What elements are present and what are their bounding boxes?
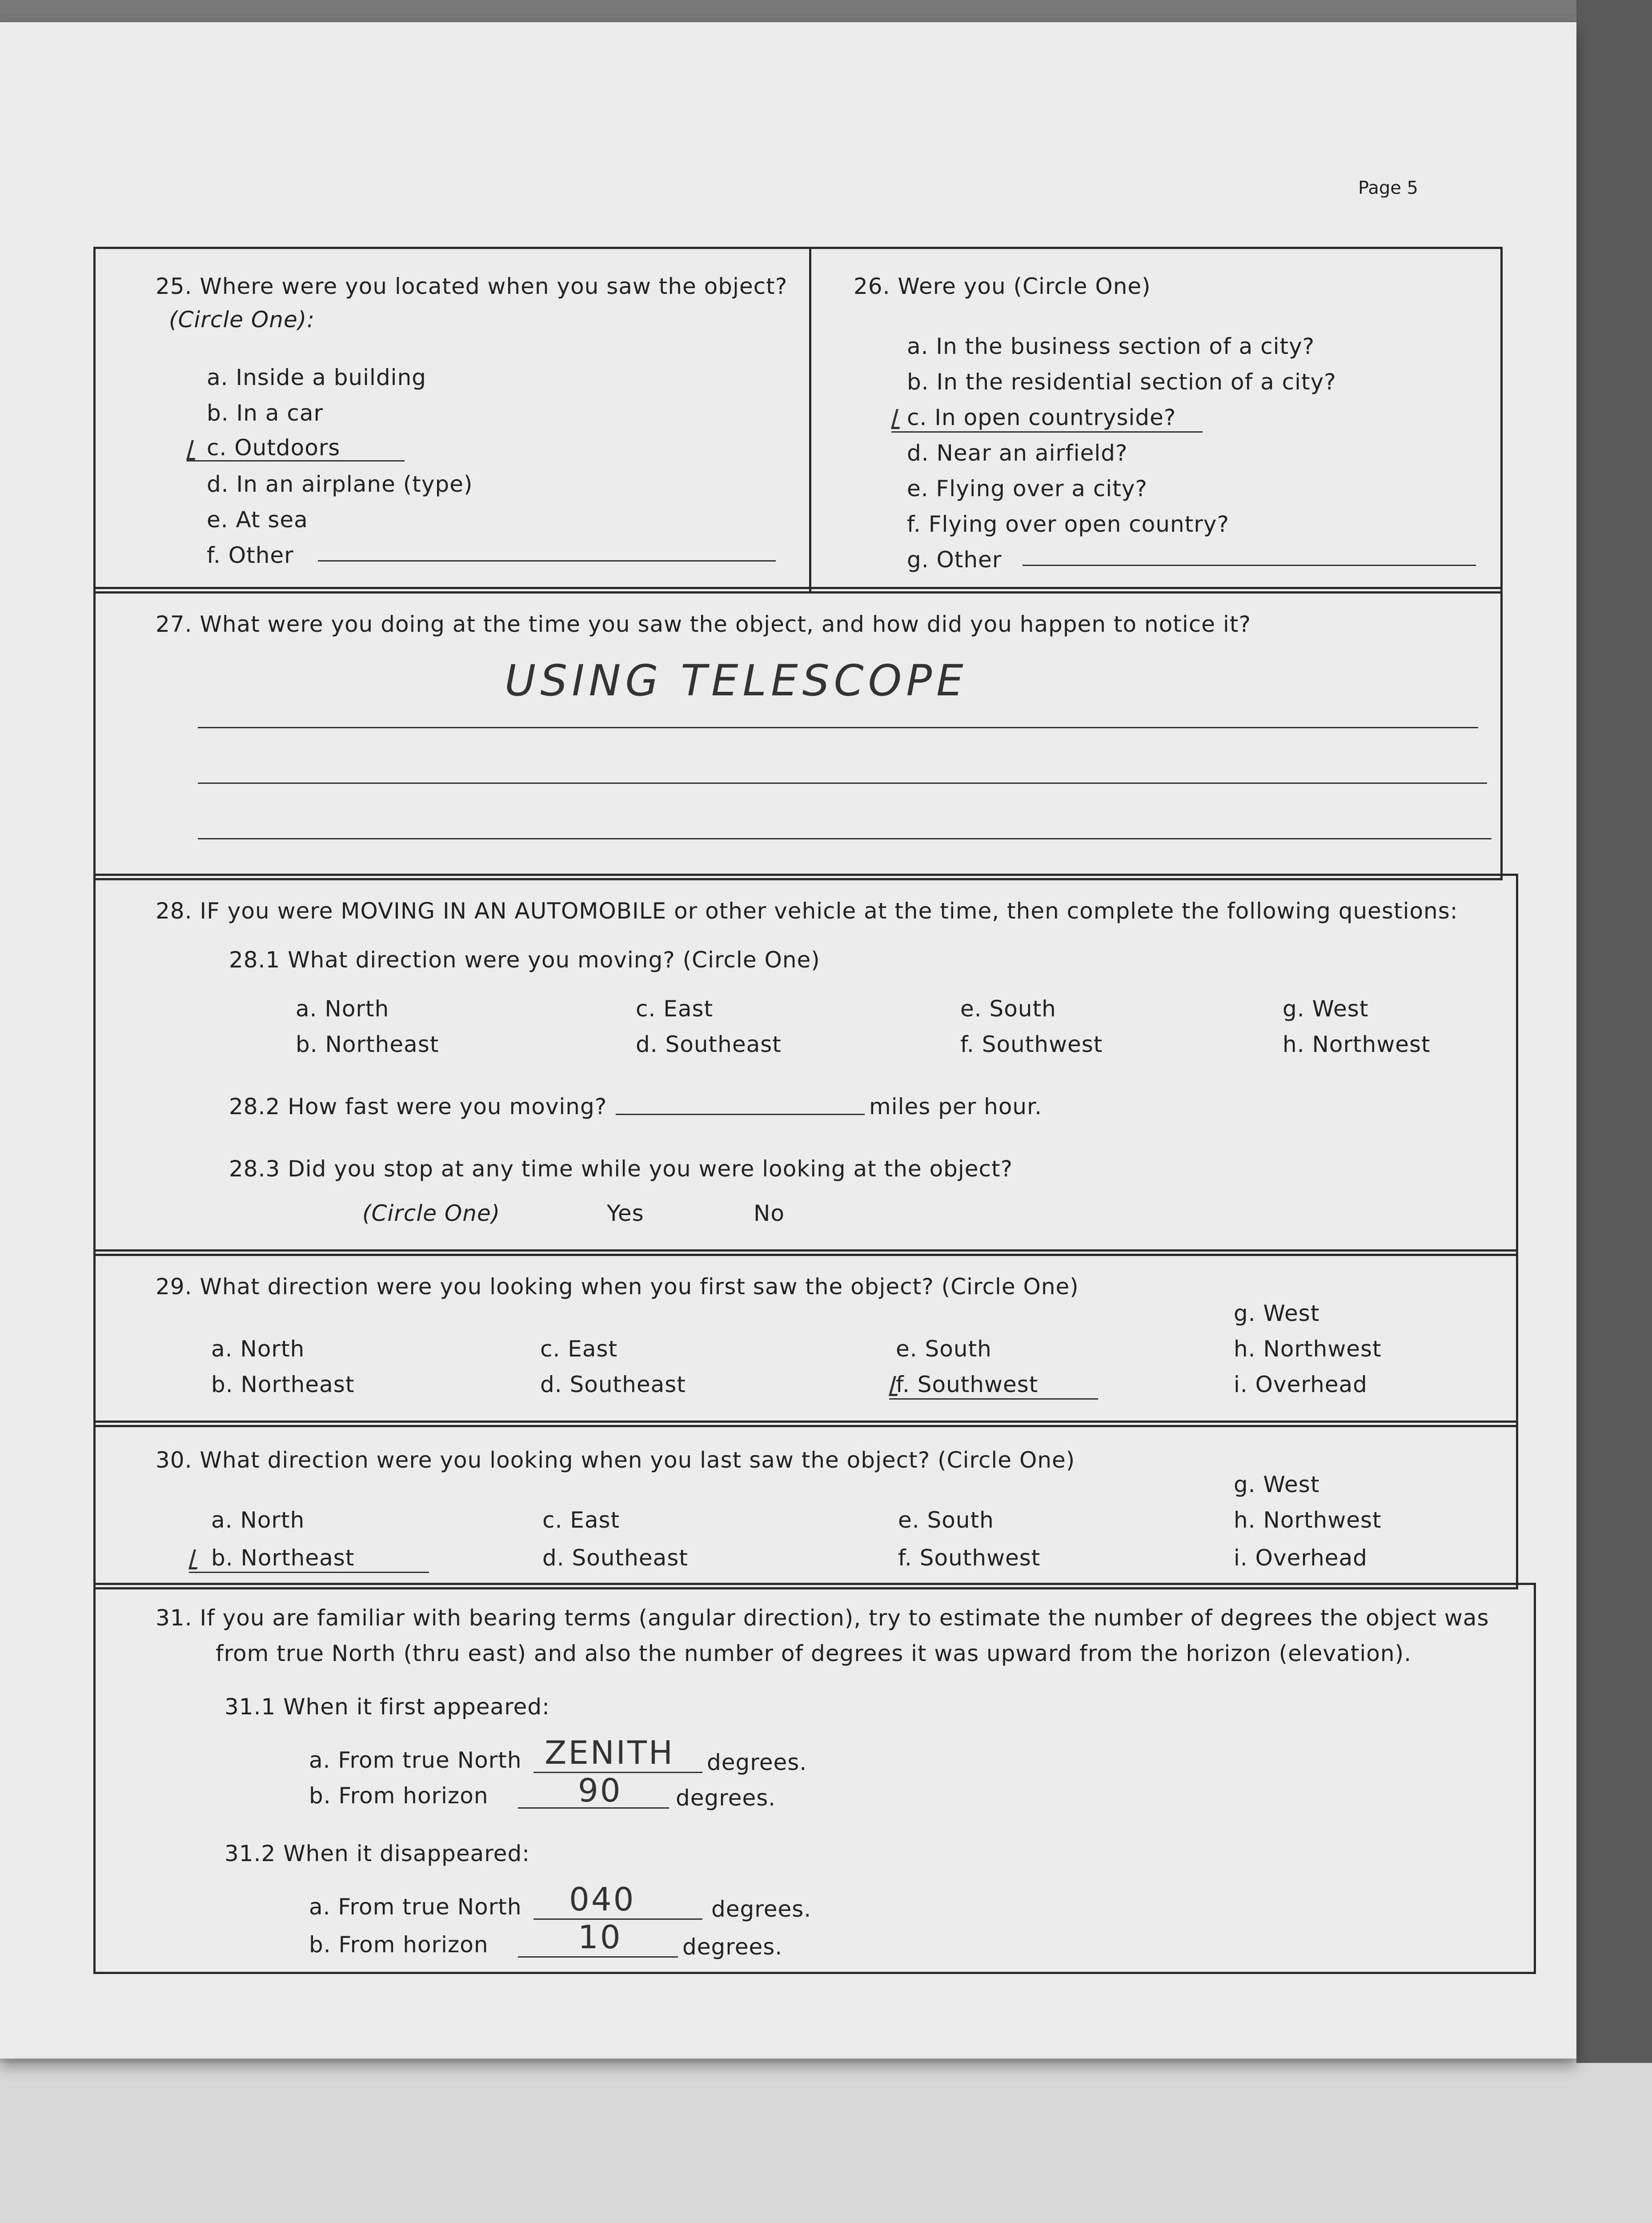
- photo-backdrop-right: [1576, 0, 1652, 2223]
- q25-other-field[interactable]: [318, 560, 776, 562]
- q31-1-label: 31.1 When it first appeared:: [225, 1694, 550, 1720]
- q30-option-d[interactable]: d. Southeast: [542, 1545, 688, 1571]
- q28-2-speed-field[interactable]: [616, 1114, 865, 1115]
- q30-option-g[interactable]: g. West: [1234, 1472, 1320, 1497]
- q30-option-f[interactable]: f. Southwest: [898, 1545, 1041, 1571]
- q31-2a-handwritten: 040: [569, 1881, 636, 1918]
- q30-option-i[interactable]: i. Overhead: [1234, 1545, 1367, 1571]
- q25-option-e[interactable]: e. At sea: [207, 507, 308, 533]
- q25-checkmark: [186, 440, 200, 460]
- section-30: [93, 1420, 1518, 1589]
- q26-option-g[interactable]: g. Other: [907, 547, 1002, 573]
- q25-circle-note: (Circle One):: [169, 307, 315, 333]
- q31-2a-units: degrees.: [711, 1896, 812, 1922]
- q31-1b-label: b. From horizon: [309, 1783, 489, 1809]
- q28-option-d[interactable]: d. Southeast: [636, 1031, 782, 1057]
- q26-option-d[interactable]: d. Near an airfield?: [907, 440, 1128, 466]
- q31-1b-handwritten: 90: [578, 1772, 622, 1809]
- q25-option-a[interactable]: a. Inside a building: [207, 365, 426, 390]
- q31-2b-field[interactable]: [518, 1956, 678, 1958]
- q29-underline: [889, 1398, 1098, 1400]
- q27-handwritten-answer: USING TELESCOPE: [505, 656, 968, 706]
- q30-option-c[interactable]: c. East: [542, 1507, 620, 1533]
- q31-1a-units: degrees.: [707, 1750, 807, 1775]
- page-number: Page 5: [1358, 178, 1418, 198]
- q25-underline: [187, 460, 405, 461]
- q29-option-f[interactable]: f. Southwest: [896, 1372, 1039, 1397]
- q27-answer-line-3[interactable]: [198, 838, 1492, 839]
- q29-option-g[interactable]: g. West: [1234, 1300, 1320, 1326]
- q28-option-g[interactable]: g. West: [1283, 996, 1369, 1022]
- section-27: [93, 587, 1503, 880]
- q31-2b-label: b. From horizon: [309, 1932, 489, 1958]
- q31-2-label: 31.2 When it disappeared:: [225, 1841, 530, 1866]
- q25-option-f[interactable]: f. Other: [207, 542, 294, 568]
- q28-1-label: 28.1 What direction were you moving? (Circle One): [229, 947, 820, 973]
- section-29: [93, 1249, 1518, 1427]
- section-31: [93, 1583, 1536, 1974]
- q31-1a-label: a. From true North: [309, 1747, 522, 1773]
- q31-title-line2: from true North (thru east) and also the number of degrees it was upward from the horizon (elevation).: [216, 1641, 1411, 1666]
- q28-3-label: 28.3 Did you stop at any time while you were looking at the object?: [229, 1156, 1013, 1182]
- q28-option-c[interactable]: c. East: [636, 996, 714, 1022]
- q29-option-a[interactable]: a. North: [211, 1336, 305, 1362]
- q29-option-b[interactable]: b. Northeast: [211, 1372, 355, 1397]
- q28-3-no[interactable]: No: [754, 1200, 785, 1226]
- q28-3-circle-note: (Circle One): [362, 1200, 501, 1226]
- q26-option-b[interactable]: b. In the residential section of a city?: [907, 369, 1336, 395]
- q29-option-e[interactable]: e. South: [896, 1336, 992, 1362]
- q29-option-d[interactable]: d. Southeast: [540, 1372, 686, 1397]
- q28-option-b[interactable]: b. Northeast: [296, 1031, 439, 1057]
- q26-option-f[interactable]: f. Flying over open country?: [907, 511, 1230, 537]
- q26-option-e[interactable]: e. Flying over a city?: [907, 476, 1148, 502]
- section-28: [93, 874, 1518, 1256]
- q28-3-yes[interactable]: Yes: [607, 1200, 644, 1226]
- q31-1a-handwritten: ZENITH: [545, 1734, 675, 1771]
- q29-option-c[interactable]: c. East: [540, 1336, 618, 1362]
- q25-option-c[interactable]: c. Outdoors: [207, 435, 341, 461]
- q28-title: 28. IF you were MOVING IN AN AUTOMOBILE or other vehicle at the time, then complete the following questions:: [156, 898, 1458, 924]
- q29-option-h[interactable]: h. Northwest: [1234, 1336, 1382, 1362]
- q30-option-a[interactable]: a. North: [211, 1507, 305, 1533]
- q31-title-line1: 31. If you are familiar with bearing terms (angular direction), try to estimate the number of degrees the object was: [156, 1605, 1489, 1631]
- section-25-26: [93, 247, 1503, 594]
- q25-title: 25. Where were you located when you saw the object?: [156, 273, 788, 299]
- q31-2b-handwritten: 10: [578, 1918, 622, 1956]
- q29-title: 29. What direction were you looking when you first saw the object? (Circle One): [156, 1274, 1079, 1300]
- q27-answer-line-2[interactable]: [198, 782, 1487, 784]
- form-page: [0, 22, 1576, 2058]
- q27-title: 27. What were you doing at the time you saw the object, and how did you happen to notice it?: [156, 611, 1251, 637]
- q30-checkmark: [188, 1549, 202, 1569]
- q26-option-a[interactable]: a. In the business section of a city?: [907, 333, 1315, 359]
- q29-option-i[interactable]: i. Overhead: [1234, 1372, 1367, 1397]
- q31-2a-label: a. From true North: [309, 1894, 522, 1920]
- q28-option-f[interactable]: f. Southwest: [960, 1031, 1103, 1057]
- photo-backdrop-bottom: [0, 2063, 1652, 2223]
- q30-option-h[interactable]: h. Northwest: [1234, 1507, 1382, 1533]
- q25-option-b[interactable]: b. In a car: [207, 400, 324, 426]
- q26-underline: [891, 431, 1203, 433]
- q26-title: 26. Were you (Circle One): [854, 273, 1151, 299]
- q28-option-h[interactable]: h. Northwest: [1283, 1031, 1431, 1057]
- column-divider: [809, 249, 811, 591]
- q30-option-e[interactable]: e. South: [898, 1507, 994, 1533]
- q31-1b-units: degrees.: [676, 1785, 776, 1811]
- q30-option-b[interactable]: b. Northeast: [211, 1545, 355, 1571]
- q26-other-field[interactable]: [1022, 565, 1476, 566]
- q28-2-units: miles per hour.: [869, 1094, 1042, 1120]
- q30-underline: [189, 1572, 429, 1573]
- q27-answer-line-1[interactable]: [198, 727, 1478, 728]
- q30-title: 30. What direction were you looking when you last saw the object? (Circle One): [156, 1447, 1075, 1473]
- q26-checkmark: [891, 409, 905, 429]
- q28-2-label: 28.2 How fast were you moving?: [229, 1094, 607, 1120]
- q26-option-c[interactable]: c. In open countryside?: [907, 405, 1176, 430]
- q28-option-a[interactable]: a. North: [296, 996, 389, 1022]
- q28-option-e[interactable]: e. South: [960, 996, 1056, 1022]
- q25-option-d[interactable]: d. In an airplane (type): [207, 471, 473, 497]
- q31-2b-units: degrees.: [682, 1934, 783, 1960]
